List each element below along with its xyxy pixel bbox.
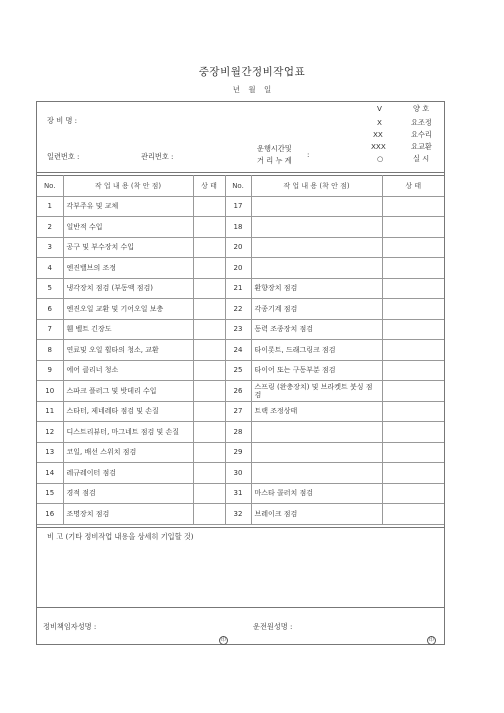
- legend-mark-replace: XXX: [371, 142, 386, 151]
- table-row: [37, 319, 444, 340]
- row-status-right: [382, 442, 444, 463]
- row-task-right: [251, 463, 382, 484]
- legend-mark-adjust: X: [377, 118, 382, 127]
- legend-mark-done: ○: [377, 154, 384, 163]
- col-status-header-2: 상 태: [382, 176, 444, 197]
- row-status-right: [382, 483, 444, 504]
- row-no-right: 21: [225, 278, 251, 299]
- row-status-right: [382, 340, 444, 361]
- row-no-left: 1: [37, 196, 63, 217]
- table-row: [37, 422, 444, 443]
- legend-meaning-adjust: 요조정: [411, 118, 432, 127]
- row-task-right: [251, 196, 382, 217]
- row-status-left: [193, 217, 225, 238]
- row-no-right: 31: [225, 483, 251, 504]
- row-status-right: [382, 278, 444, 299]
- table-row: [37, 463, 444, 484]
- row-task-left: 스타터, 제네레타 점검 및 손질: [63, 401, 193, 422]
- form-frame: [36, 101, 445, 645]
- legend-meaning-good: 양 호: [413, 104, 430, 113]
- row-status-right: [382, 319, 444, 340]
- row-status-left: [193, 442, 225, 463]
- table-row: [37, 278, 444, 299]
- table-row: [37, 258, 444, 279]
- row-no-right: 20: [225, 258, 251, 279]
- table-row: [37, 237, 444, 258]
- legend-meaning-done: 실 시: [413, 154, 430, 163]
- row-task-left: 경적 점검: [63, 483, 193, 504]
- row-no-left: 12: [37, 422, 63, 443]
- table-row: [37, 483, 444, 504]
- row-status-left: [193, 196, 225, 217]
- row-no-right: 25: [225, 360, 251, 381]
- row-no-right: 24: [225, 340, 251, 361]
- row-task-right: [251, 422, 382, 443]
- row-status-right: [382, 196, 444, 217]
- row-status-right: [382, 360, 444, 381]
- row-no-left: 8: [37, 340, 63, 361]
- col-status-header: 상 태: [193, 176, 225, 197]
- row-no-left: 5: [37, 278, 63, 299]
- row-no-left: 16: [37, 504, 63, 525]
- row-task-left: 코일, 배선 스위치 점검: [63, 442, 193, 463]
- row-status-left: [193, 381, 225, 402]
- row-status-left: [193, 237, 225, 258]
- table-header-row: [37, 176, 444, 197]
- task-table-body: [37, 196, 444, 524]
- remarks-section: [37, 527, 444, 608]
- driver-name-label: 운전원성명 :: [253, 622, 293, 631]
- col-task-header-2: 작 업 내 용 (착 안 점): [251, 176, 382, 197]
- row-status-right: [382, 401, 444, 422]
- col-task-header: 작 업 내 용 (착 안 점): [63, 176, 193, 197]
- row-task-left: 디스트리뷰터, 마그네트 점검 및 손질: [63, 422, 193, 443]
- row-task-right: [251, 217, 382, 238]
- row-task-right: [251, 237, 382, 258]
- row-task-left: 공구 및 부수장치 수입: [63, 237, 193, 258]
- management-number-label: 관리번호 :: [141, 152, 174, 161]
- row-status-right: [382, 504, 444, 525]
- table-row: [37, 442, 444, 463]
- table-row: [37, 196, 444, 217]
- row-status-left: [193, 504, 225, 525]
- row-status-left: [193, 463, 225, 484]
- row-status-left: [193, 278, 225, 299]
- date-line: 년 월 일: [232, 85, 272, 94]
- table-row: [37, 381, 444, 402]
- row-task-right: 타이어 또는 구동부분 점검: [251, 360, 382, 381]
- row-task-left: 냉각장치 점검 (부동액 점검): [63, 278, 193, 299]
- row-task-right: 동력 조종장치 점검: [251, 319, 382, 340]
- row-task-right: 스프링 (완충장치) 및 브라켓트 붓싱 점검: [251, 381, 382, 402]
- signature-section: 정비책임자성명 : 印 운전원성명 : 印: [37, 607, 444, 645]
- row-no-left: 15: [37, 483, 63, 504]
- row-no-right: 26: [225, 381, 251, 402]
- row-status-right: [382, 258, 444, 279]
- row-task-left: 에어 클리너 청소: [63, 360, 193, 381]
- manager-name-label: 정비책임자성명 :: [43, 622, 97, 631]
- row-no-right: 22: [225, 299, 251, 320]
- table-row: [37, 360, 444, 381]
- row-no-left: 4: [37, 258, 63, 279]
- row-no-right: 17: [225, 196, 251, 217]
- row-status-left: [193, 258, 225, 279]
- row-status-left: [193, 299, 225, 320]
- row-task-right: [251, 442, 382, 463]
- run-time-label-2: 거 리 누 계: [257, 156, 292, 165]
- row-no-right: 18: [225, 217, 251, 238]
- row-status-left: [193, 319, 225, 340]
- col-no-header: No.: [37, 176, 63, 197]
- row-task-right: 마스타 콜러치 점검: [251, 483, 382, 504]
- row-task-right: 브레이크 점검: [251, 504, 382, 525]
- row-task-left: 연료및 오일 휠타의 청소, 교환: [63, 340, 193, 361]
- row-status-left: [193, 340, 225, 361]
- run-time-label-1: 운행시간및: [257, 144, 292, 153]
- row-status-right: [382, 422, 444, 443]
- row-task-left: 엔진오일 교환 및 기어오일 보충: [63, 299, 193, 320]
- row-task-right: 환향장치 점검: [251, 278, 382, 299]
- row-no-left: 6: [37, 299, 63, 320]
- row-no-left: 2: [37, 217, 63, 238]
- row-no-left: 11: [37, 401, 63, 422]
- header-section: [37, 102, 444, 173]
- row-status-left: [193, 401, 225, 422]
- row-no-left: 10: [37, 381, 63, 402]
- serial-number-label: 일련번호 :: [47, 152, 80, 161]
- row-no-right: 29: [225, 442, 251, 463]
- remarks-label: 비 고 (기타 정비작업 내용을 상세히 기입할 것): [47, 532, 194, 541]
- row-status-right: [382, 463, 444, 484]
- row-no-left: 3: [37, 237, 63, 258]
- row-status-right: [382, 299, 444, 320]
- row-task-right: 타이롯트, 드래그링크 점검: [251, 340, 382, 361]
- row-no-right: 32: [225, 504, 251, 525]
- legend-meaning-replace: 요교환: [411, 142, 432, 151]
- run-time-colon: :: [307, 150, 310, 159]
- row-no-right: 20: [225, 237, 251, 258]
- row-no-right: 27: [225, 401, 251, 422]
- table-row: [37, 401, 444, 422]
- legend-mark-good: V: [377, 104, 382, 113]
- row-task-left: 휀 벨트 긴장도: [63, 319, 193, 340]
- legend-mark-repair: XX: [373, 130, 383, 139]
- row-task-left: 엔진밸브의 조정: [63, 258, 193, 279]
- row-no-right: 23: [225, 319, 251, 340]
- row-no-right: 28: [225, 422, 251, 443]
- table-row: [37, 340, 444, 361]
- row-status-left: [193, 422, 225, 443]
- row-status-left: [193, 360, 225, 381]
- row-status-right: [382, 237, 444, 258]
- row-no-left: 13: [37, 442, 63, 463]
- table-row: [37, 504, 444, 525]
- row-task-left: 조명장치 점검: [63, 504, 193, 525]
- table-row: [37, 217, 444, 238]
- row-status-left: [193, 483, 225, 504]
- row-no-left: 7: [37, 319, 63, 340]
- row-no-left: 9: [37, 360, 63, 381]
- row-task-left: 레규레이터 점검: [63, 463, 193, 484]
- equipment-name-label: 장 비 명 :: [47, 116, 78, 125]
- page-title: 중장비월간정비작업표: [198, 66, 306, 78]
- row-no-right: 30: [225, 463, 251, 484]
- table-row: [37, 299, 444, 320]
- row-task-left: 일반적 수입: [63, 217, 193, 238]
- row-task-right: 각종기계 점검: [251, 299, 382, 320]
- row-task-right: [251, 258, 382, 279]
- task-table: [37, 175, 444, 525]
- row-task-left: 스파크 플러그 및 밧데리 수입: [63, 381, 193, 402]
- row-status-right: [382, 217, 444, 238]
- row-task-left: 각부주유 및 교체: [63, 196, 193, 217]
- row-task-right: 트랙 조정상태: [251, 401, 382, 422]
- row-no-left: 14: [37, 463, 63, 484]
- legend-meaning-repair: 요수리: [411, 130, 432, 139]
- col-no-header-2: No.: [225, 176, 251, 197]
- row-status-right: [382, 381, 444, 402]
